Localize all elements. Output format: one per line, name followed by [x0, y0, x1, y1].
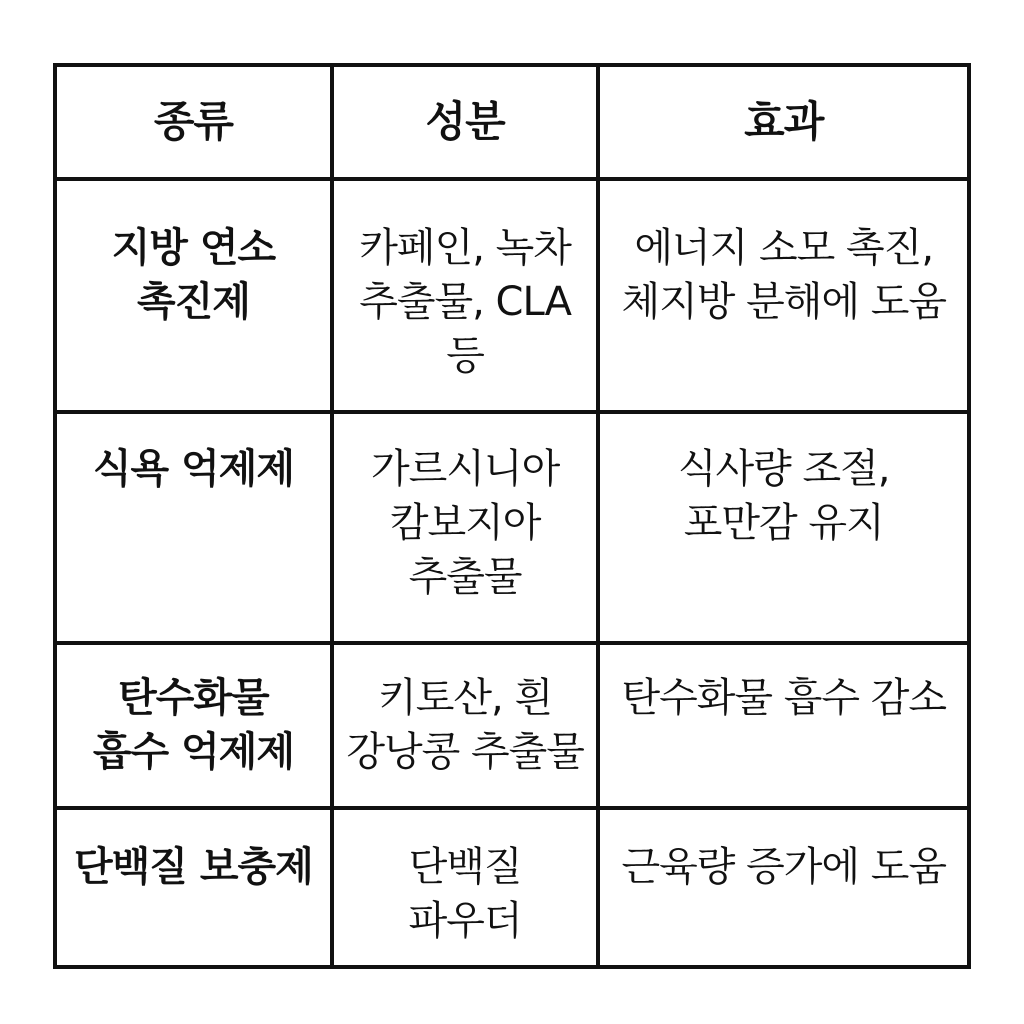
cell-ingredients: 단백질 파우더 [332, 808, 599, 965]
cell-kind: 지방 연소 촉진제 [57, 179, 332, 412]
header-ingredients: 성분 [332, 67, 599, 179]
cell-effect: 탄수화물 흡수 감소 [598, 643, 967, 808]
supplement-table-frame [53, 63, 971, 969]
table-row [57, 179, 967, 412]
cell-kind: 탄수화물 흡수 억제제 [57, 643, 332, 808]
table-row [57, 412, 967, 643]
cell-effect: 근육량 증가에 도움 [598, 808, 967, 965]
header-effect: 효과 [598, 67, 967, 179]
cell-effect: 식사량 조절, 포만감 유지 [598, 412, 967, 643]
header-kind: 종류 [57, 67, 332, 179]
cell-kind: 단백질 보충제 [57, 808, 332, 965]
cell-ingredients: 가르시니아 캄보지아 추출물 [332, 412, 599, 643]
table-row [57, 808, 967, 965]
cell-effect: 에너지 소모 촉진, 체지방 분해에 도움 [598, 179, 967, 412]
table-row [57, 643, 967, 808]
cell-ingredients: 카페인, 녹차 추출물, CLA 등 [332, 179, 599, 412]
cell-kind: 식욕 억제제 [57, 412, 332, 643]
cell-ingredients: 키토산, 흰 강낭콩 추출물 [332, 643, 599, 808]
table-header-row [57, 67, 967, 179]
supplement-table [57, 67, 967, 965]
